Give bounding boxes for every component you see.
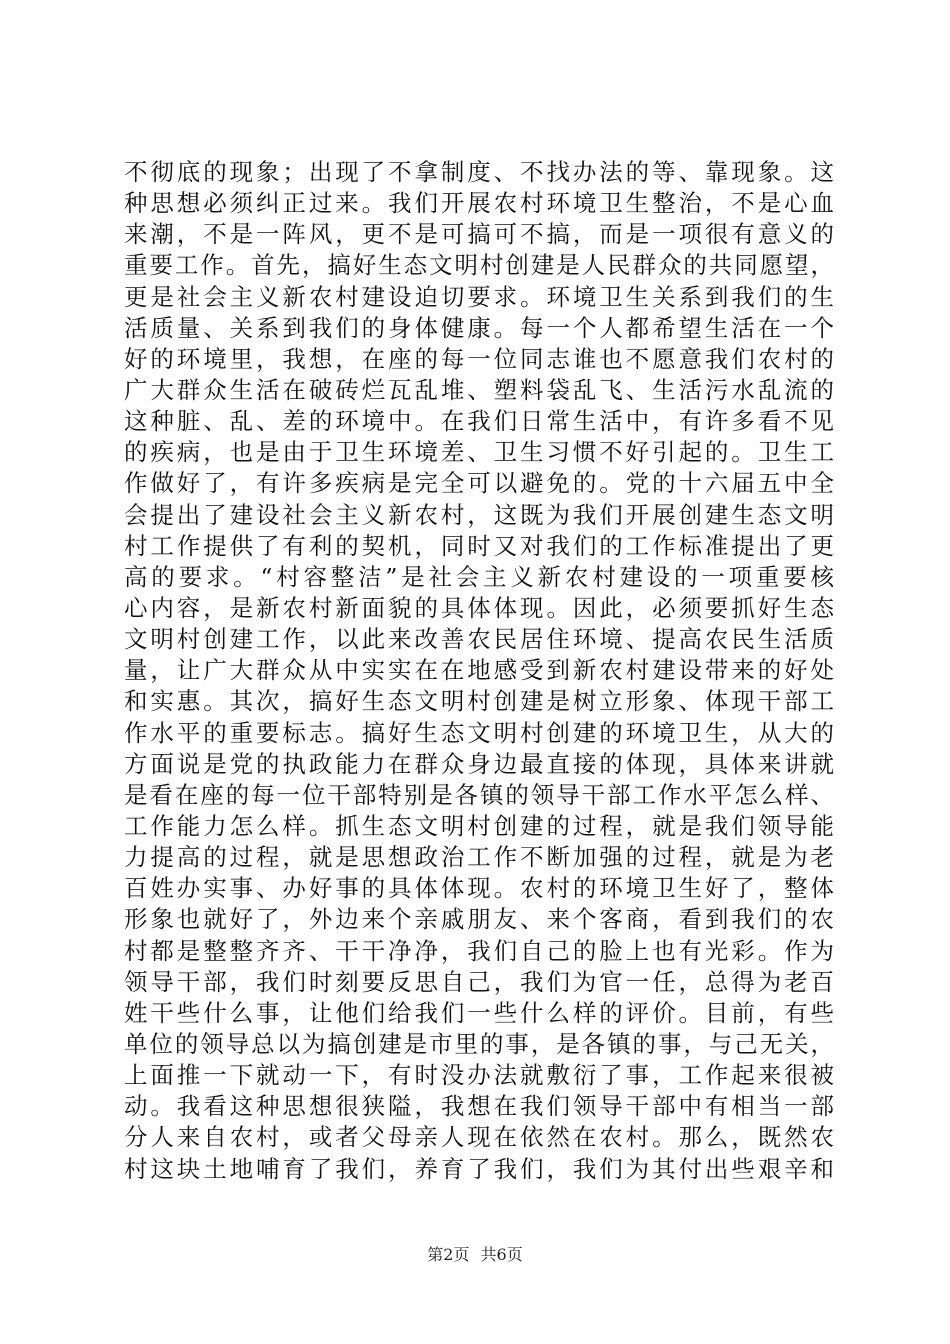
text-line: 领导干部，我们时刻要反思自己，我们为官一任，总得为老百 [124, 967, 834, 996]
text-line: 作做好了，有许多疾病是完全可以避免的。党的十六届五中全 [124, 469, 834, 498]
text-line: 文明村创建工作，以此来改善农民居住环境、提高农民生活质 [124, 625, 834, 654]
text-line: 村工作提供了有利的契机，同时又对我们的工作标准提出了更 [124, 531, 834, 560]
text-line: 活质量、关系到我们的身体健康。每一个人都希望生活在一个 [124, 313, 834, 342]
text-line: 作水平的重要标志。搞好生态文明村创建的环境卫生，从大的 [124, 718, 834, 747]
text-line: 重要工作。首先，搞好生态文明村创建是人民群众的共同愿望， [124, 251, 834, 280]
text-line: 的疾病，也是由于卫生环境差、卫生习惯不好引起的。卫生工 [124, 438, 834, 467]
text-line: 心内容，是新农村新面貌的具体体现。因此，必须要抓好生态 [124, 593, 834, 622]
text-line: 高的要求。“村容整洁”是社会主义新农村建设的一项重要核 [124, 562, 834, 591]
text-line: 单位的领导总以为搞创建是市里的事，是各镇的事，与己无关， [124, 1029, 834, 1058]
page-total: 共6页 [480, 1245, 523, 1264]
text-line: 村这块土地哺育了我们，养育了我们，我们为其付出些艰辛和 [124, 1154, 834, 1183]
text-line: 不彻底的现象；出现了不拿制度、不找办法的等、靠现象。这 [124, 158, 834, 186]
text-line: 和实惠。其次，搞好生态文明村创建是树立形象、体现干部工 [124, 687, 834, 716]
text-line: 种思想必须纠正过来。我们开展农村环境卫生整治，不是心血 [124, 189, 834, 218]
page-footer [0, 1243, 950, 1267]
text-line: 方面说是党的执政能力在群众身边最直接的体现，具体来讲就 [124, 749, 834, 778]
text-line: 广大群众生活在破砖烂瓦乱堆、塑料袋乱飞、生活污水乱流的 [124, 375, 834, 404]
text-line: 力提高的过程，就是思想政治工作不断加强的过程，就是为老 [124, 843, 834, 872]
page-number: 第2页 [427, 1245, 470, 1264]
text-line: 动。我看这种思想很狭隘，我想在我们领导干部中有相当一部 [124, 1092, 834, 1121]
text-line: 来潮，不是一阵风，更不是可搞可不搞，而是一项很有意义的 [124, 220, 834, 249]
text-line: 好的环境里，我想，在座的每一位同志谁也不愿意我们农村的 [124, 344, 834, 373]
text-line: 形象也就好了，外边来个亲戚朋友、来个客商，看到我们的农 [124, 905, 834, 934]
body-text [124, 157, 834, 1185]
text-line: 村都是整整齐齐、干干净净，我们自己的脸上也有光彩。作为 [124, 936, 834, 965]
text-line: 量，让广大群众从中实实在在地感受到新农村建设带来的好处 [124, 656, 834, 685]
text-line: 这种脏、乱、差的环境中。在我们日常生活中，有许多看不见 [124, 407, 834, 436]
text-line: 工作能力怎么样。抓生态文明村创建的过程，就是我们领导能 [124, 811, 834, 840]
text-line: 是看在座的每一位干部特别是各镇的领导干部工作水平怎么样、 [124, 780, 834, 809]
text-line: 姓干些什么事，让他们给我们一些什么样的评价。目前，有些 [124, 998, 834, 1027]
text-line: 更是社会主义新农村建设迫切要求。环境卫生关系到我们的生 [124, 282, 834, 311]
text-line: 分人来自农村，或者父母亲人现在依然在农村。那么，既然农 [124, 1123, 834, 1152]
text-line: 上面推一下就动一下，有时没办法就敷衍了事，工作起来很被 [124, 1061, 834, 1090]
text-line: 百姓办实事、办好事的具体体现。农村的环境卫生好了，整体 [124, 874, 834, 903]
text-line: 会提出了建设社会主义新农村，这既为我们开展创建生态文明 [124, 500, 834, 529]
